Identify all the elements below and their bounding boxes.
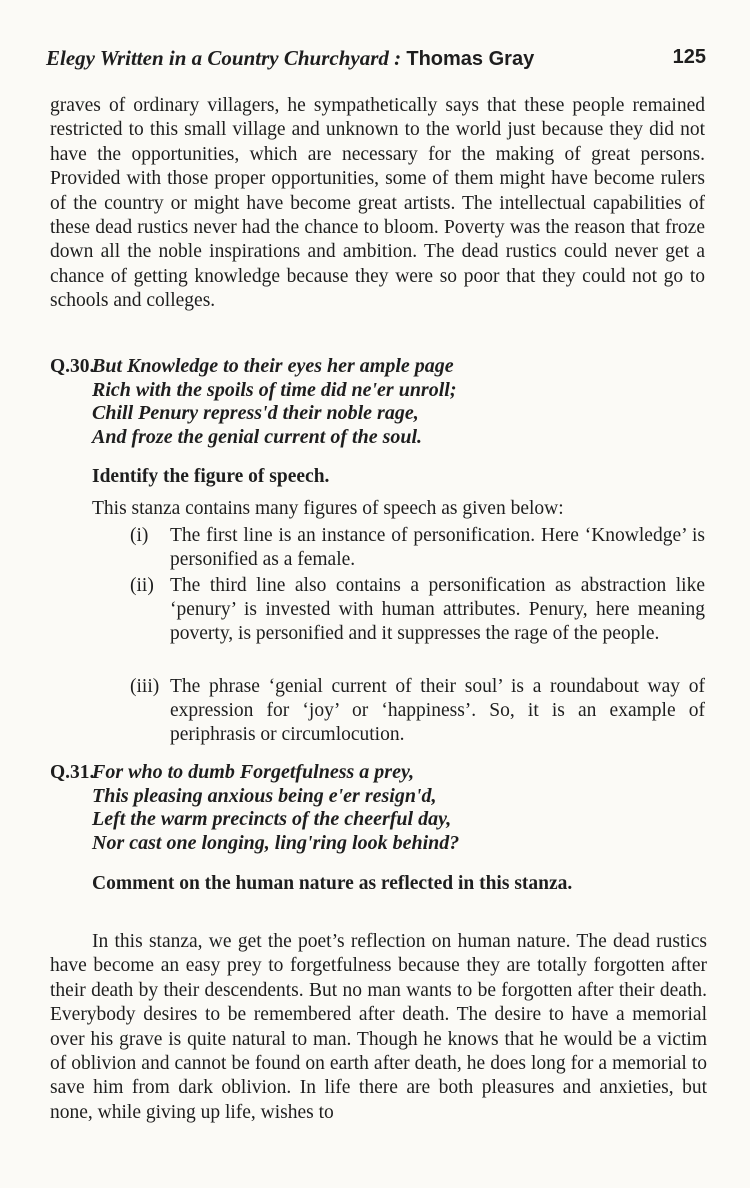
question-30-label: Q.30.	[50, 356, 95, 377]
author-name: Thomas Gray	[406, 48, 535, 70]
stanza-line: This pleasing anxious being e'er resign'd,	[92, 784, 437, 807]
question-30-intro: This stanza contains many figures of speech as given below:	[92, 498, 564, 519]
question-31-stanza	[92, 761, 712, 855]
question-30-task: Identify the figure of speech.	[92, 466, 330, 487]
answer-paragraph: In this stanza, we get the poet’s reflection on human nature. The dead rustics have become an easy prey to forgetfulness because they are totally forgotten after their death by their descendents. But no man wants to be forgotten after their death. Everybody desires to be remembered after death. The desire to have a memorial over his grave is quite natural to man. Though he knows that he would be a victim of oblivion and cannot be found on earth after death, he does long for a memorial to save him from dark oblivion. In life there are both pleasures and anxieties, but none, while giving up life, wishes to	[50, 931, 707, 1123]
stanza-line: Nor cast one longing, ling'ring look behind?	[92, 831, 460, 854]
header-title	[46, 46, 534, 71]
chapter-title: Elegy Written in a Country Churchyard :	[46, 46, 402, 70]
stanza-line: And froze the genial current of the soul.	[92, 425, 423, 448]
item-text: The first line is an instance of personification. Here ‘Knowledge’ is personified as a female.	[170, 525, 705, 571]
page-number: 125	[672, 46, 706, 68]
question-30-stanza	[92, 355, 712, 449]
stanza-line: Rich with the spoils of time did ne'er unroll;	[92, 378, 457, 401]
item-text: The phrase ‘genial current of their soul’ is a roundabout way of expression for ‘joy’ or ‘happiness’. So, it is an example of periphrasis or circumlocution.	[170, 676, 705, 746]
list-item	[130, 675, 705, 748]
list-item	[130, 524, 705, 572]
running-header	[46, 46, 706, 76]
continuation-paragraph: graves of ordinary villagers, he sympathetically says that these people remained restricted to this small village and unknown to the world just because they did not have the opportunities, which are necessary for the making of great persons. Provided with those proper opportunities, some of them might have become rulers of the country or might have become great artists. The intellectual capabilities of these dead rustics never had the chance to bloom. Poverty was the reason that froze down all the noble inspirations and ambition. The dead rustics could never get a chance of getting knowledge because they were so poor that they could not go to schools and colleges.	[50, 95, 705, 312]
stanza-line: Left the warm precincts of the cheerful day,	[92, 808, 452, 830]
stanza-line: For who to dumb Forgetfulness a prey,	[92, 761, 415, 783]
stanza-line: Chill Penury repress'd their noble rage,	[92, 402, 419, 424]
item-number: (iii)	[130, 676, 160, 697]
item-number: (ii)	[130, 575, 154, 596]
stanza-line: But Knowledge to their eyes her ample page	[92, 355, 454, 377]
item-number: (i)	[130, 525, 149, 546]
item-text: The third line also contains a personification as abstraction like ‘penury’ is invested with human attributes. Penury, here meaning poverty, is personified and it suppresses the rage of the people.	[170, 575, 705, 645]
list-item	[130, 574, 705, 647]
question-31-label: Q.31.	[50, 762, 95, 783]
question-31-task: Comment on the human nature as reflected in this stanza.	[92, 873, 573, 894]
